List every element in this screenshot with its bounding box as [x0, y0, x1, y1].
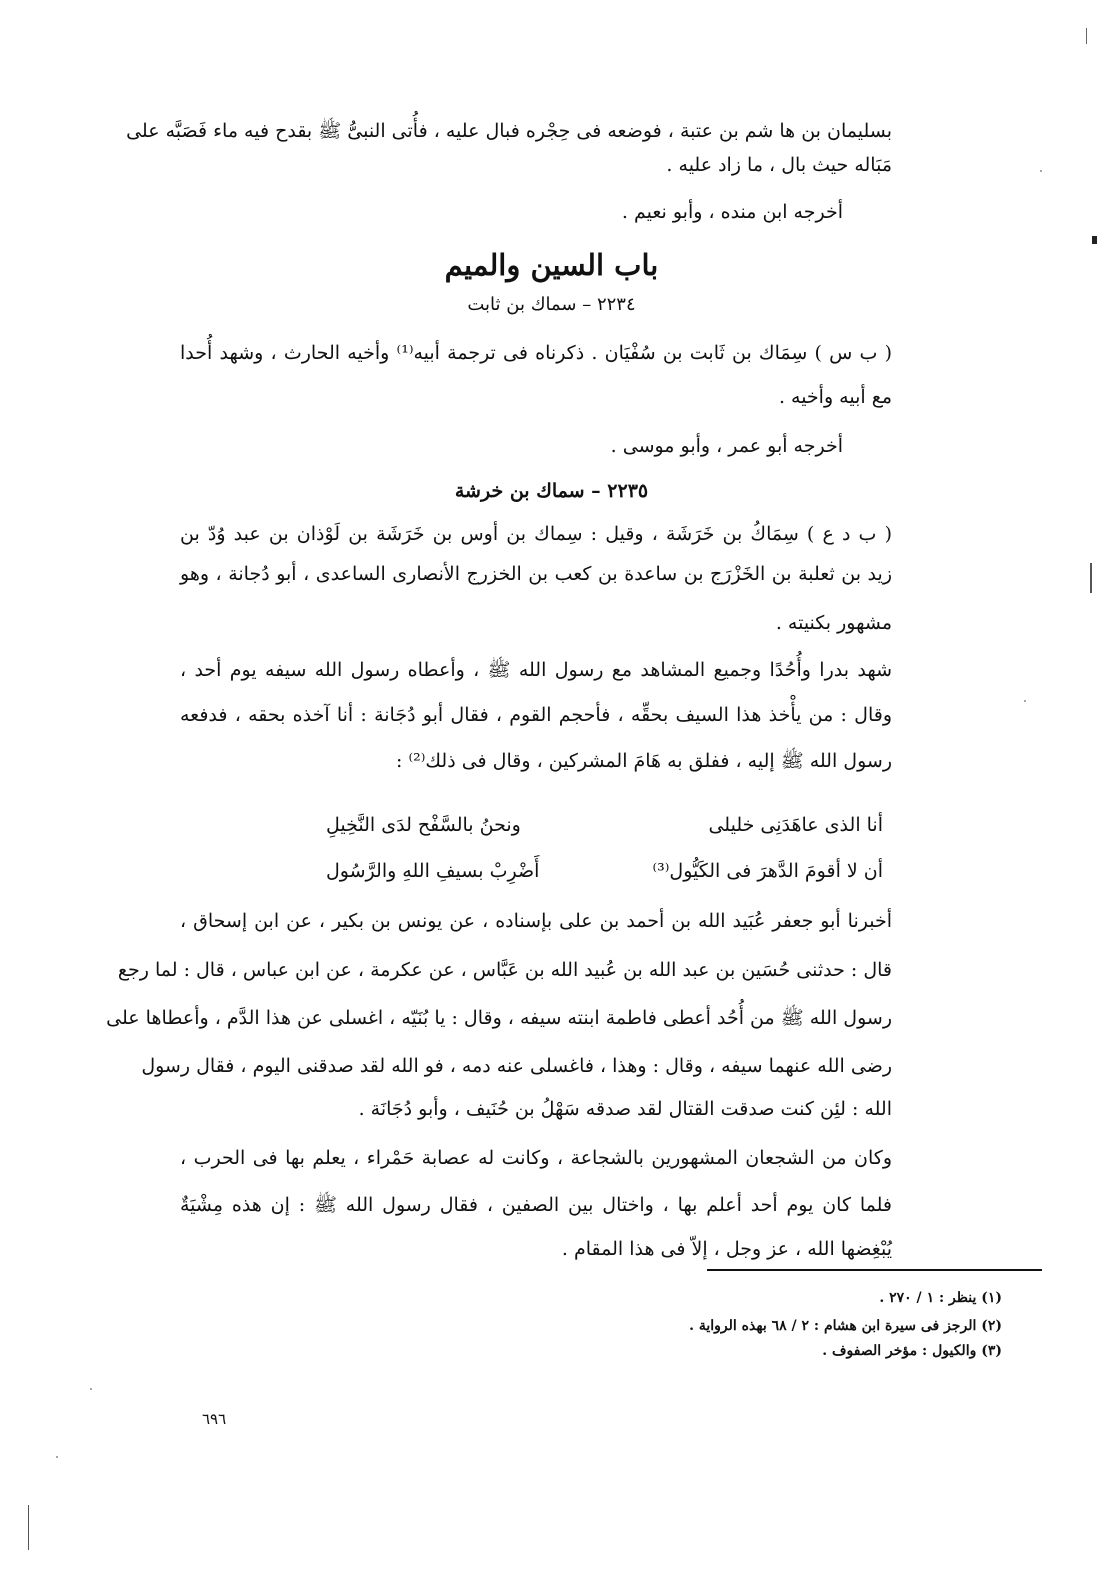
verse-1-second-hemistich: ونحنُ بالسَّفْح لدَى النَّخِيلِ — [326, 814, 521, 836]
entry-2235-p3-line-3: رسول الله ﷺ من أُحُد أعطى فاطمة ابنته سيفه ، وقال : يا بُنَيّه ، اغسلى عن هذا الدَّم ، وأعطاها على — [106, 1007, 892, 1029]
footnote-separator — [707, 1269, 1042, 1271]
scan-edge-line-top — [1086, 28, 1087, 44]
entry-2235-p2-line-2: وقال : من يأْخذ هذا السيف بحقِّه ، فأحجم القوم ، فقال أبو دُجَانة : أنا آخذه بحقه ، فدفعه — [180, 704, 892, 726]
verse-2-first-hemistich: أن لا أقومَ الدَّهرَ فى الكَيُّول⁽³⁾ — [652, 860, 883, 882]
scan-edge-mark — [1092, 236, 1097, 244]
entry-2234-line-1: ( ب س ) سِمَاك بن ثَابت بن سُفْيَان . ذكرناه فى ترجمة أبيه⁽¹⁾ وأخيه الحارث ، وشهد أُحدا — [180, 342, 892, 364]
intro-line-3: أخرجه ابن منده ، وأبو نعيم . — [621, 201, 843, 223]
footnote-1: (١) ينظر : ١ / ٢٧٠ . — [879, 1290, 1002, 1306]
verse-1-first-hemistich: أنا الذى عاهَدَنِى خليلى — [708, 814, 883, 836]
entry-2235-p1-line-1: ( ب د ع ) سِمَاكُ بن خَرَشَة ، وقيل : سِماك بن أوس بن خَرَشَة بن لَوْذان بن عبد وُدّ بن — [180, 523, 892, 545]
scan-speck — [56, 1456, 58, 1458]
entry-2235-p3-line-4: رضى الله عنهما سيفه ، وقال : وهذا ، فاغسلى عنه دمه ، فو الله لقد صدقنى اليوم ، فقال رسول — [141, 1055, 892, 1077]
entry-2235-heading: ٢٢٣٥ – سماك بن خرشة — [454, 480, 649, 502]
entry-2235-p4-line-2: فلما كان يوم أحد أعلم بها ، واختال بين الصفين ، فقال رسول الله ﷺ : إن هذه مِشْيَةٌ — [180, 1194, 892, 1216]
intro-line-2: مَبَاله حيث بال ، ما زاد عليه . — [666, 154, 892, 176]
entry-2235-p4-line-3: يُبْغِضها الله ، عز وجل ، إلاّ فى هذا المقام . — [561, 1238, 892, 1260]
scan-speck — [90, 1388, 92, 1390]
entry-2235-p2-line-1: شهد بدرا وأُحُدًا وجميع المشاهد مع رسول الله ﷺ ، وأعطاه رسول الله سيفه يوم أحد ، — [180, 659, 892, 681]
entry-2234-heading: ٢٢٣٤ – سماك بن ثابت — [467, 294, 636, 315]
scan-edge-line-bottom — [28, 1505, 29, 1550]
entry-2235-p3-line-5: الله : لئِن كنت صدقت القتال لقد صدقه سَهْلُ بن حُنَيف ، وأبو دُجَانَة . — [358, 1098, 892, 1120]
entry-2235-p3-line-1: أخبرنا أبو جعفر عُبَيد الله بن أحمد بن على بإسناده ، عن يونس بن بكير ، عن ابن إسحاق ، — [180, 910, 892, 932]
page-number: ٦٩٦ — [202, 1410, 227, 1428]
entry-2235-p1-line-3: مشهور بكنيته . — [775, 612, 892, 634]
footnote-3: (٣) والكيول : مؤخر الصفوف . — [822, 1343, 1002, 1359]
entry-2235-p2-line-3: رسول الله ﷺ إليه ، ففلق به هَامَ المشركين ، وقال فى ذلك⁽²⁾ : — [396, 750, 892, 772]
section-title: باب السين والميم — [444, 248, 659, 282]
entry-2235-p4-line-1: وكان من الشجعان المشهورين بالشجاعة ، وكانت له عصابة حَمْراء ، يعلم بها فى الحرب ، — [180, 1147, 892, 1169]
verse-2-second-hemistich: أَضْرِبْ بسيفِ اللهِ والرَّسُول — [326, 860, 540, 882]
scan-edge-line — [1090, 563, 1092, 593]
entry-2234-line-3: أخرجه أبو عمر ، وأبو موسى . — [610, 435, 843, 457]
footnote-2: (٢) الرجز فى سيرة ابن هشام : ٢ / ٦٨ بهذه الرواية . — [689, 1318, 1002, 1334]
scan-speck — [1040, 170, 1042, 172]
entry-2235-p1-line-2: زيد بن ثعلبة بن الخَزْرَج بن ساعدة بن كعب بن الخزرج الأنصارى الساعدى ، أبو دُجانة ، وهو — [180, 563, 892, 585]
scan-speck — [1024, 700, 1026, 702]
entry-2234-line-2: مع أبيه وأخيه . — [778, 386, 892, 408]
intro-line-1: بسليمان بن ها شم بن عتبة ، فوضعه فى حِجْره فبال عليه ، فأُتى النبىُّ ﷺ بقدح فيه ماء فَصَبَّه على — [126, 120, 892, 142]
entry-2235-p3-line-2: قال : حدثنى حُسَين بن عبد الله بن عُبيد الله بن عَبَّاس ، عن عكرمة ، عن ابن عباس ، قال : لما رجع — [117, 959, 892, 981]
